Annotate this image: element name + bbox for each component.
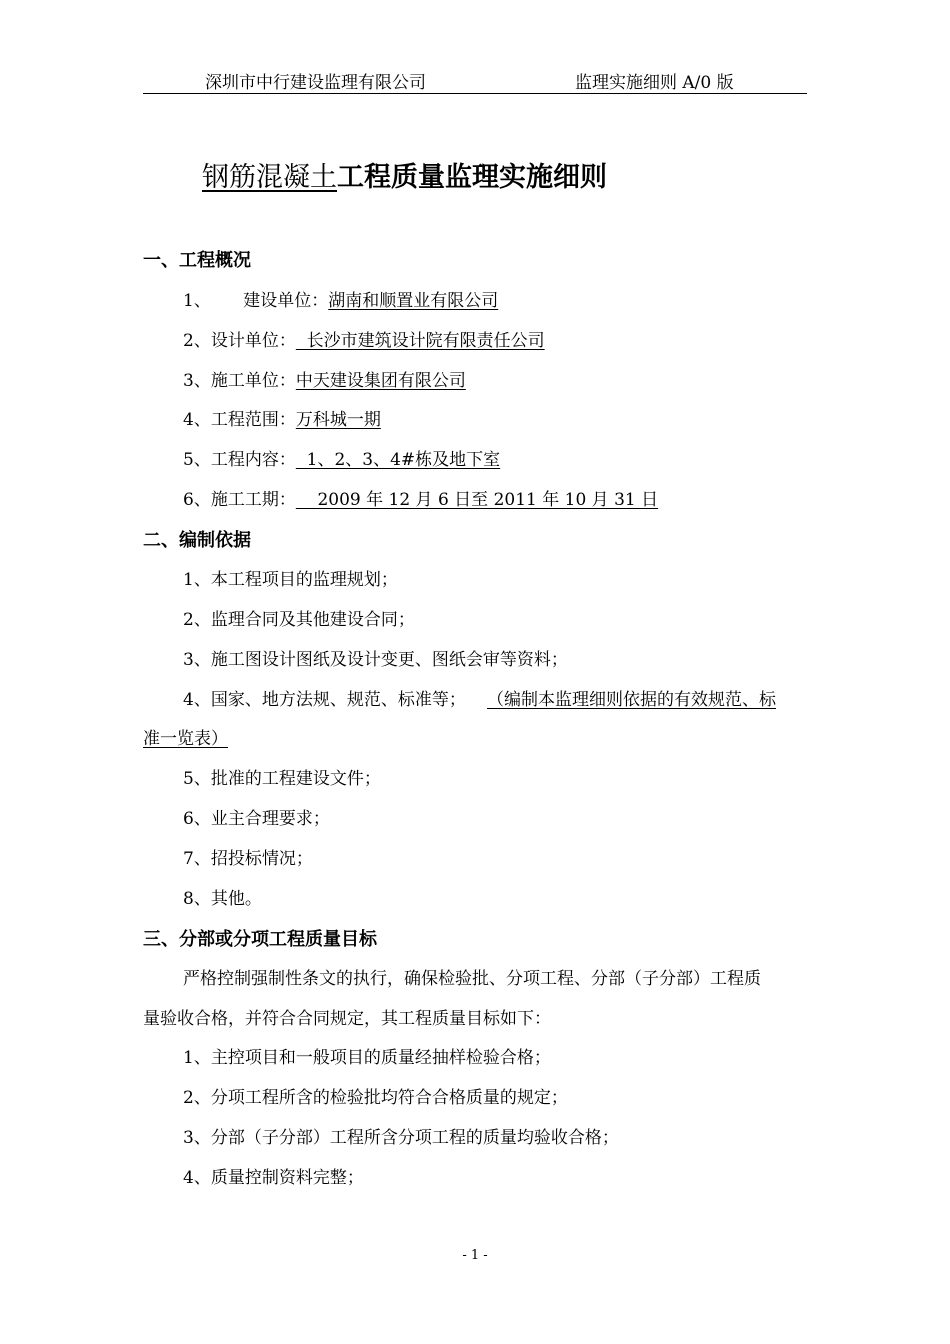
- project-item: [183, 485, 658, 510]
- basis-item: 3、施工图设计图纸及设计变更、图纸会审等资料；: [183, 650, 568, 670]
- project-item: [183, 445, 500, 470]
- section3-heading: 三、分部或分项工程质量目标: [143, 929, 377, 950]
- project-item-label: 4、工程范围：: [183, 410, 296, 430]
- header-divider: [143, 93, 807, 94]
- project-item-label: 1、 建设单位：: [183, 291, 329, 311]
- basis-item: 1、本工程项目的监理规划；: [183, 570, 398, 590]
- quality-goal-item: 4、质量控制资料完整；: [183, 1168, 364, 1188]
- basis-item: 7、招投标情况；: [183, 849, 313, 869]
- project-item-value: 中天建设集团有限公司: [295, 371, 466, 391]
- title-main: 工程质量监理实施细则: [337, 162, 607, 193]
- section2-heading: 二、编制依据: [143, 530, 251, 551]
- quality-goal-item: 3、分部（子分部）工程所含分项工程的质量均验收合格；: [183, 1128, 619, 1148]
- project-item-label: 2、设计单位：: [183, 331, 296, 351]
- project-item: [183, 286, 498, 311]
- project-item: [183, 326, 545, 351]
- quality-intro-continued: 量验收合格，并符合合同规定，其工程质量目标如下：: [143, 1009, 551, 1029]
- basis-item: 8、其他。: [183, 889, 262, 909]
- section1-heading: 一、工程概况: [143, 250, 251, 271]
- basis-item-note: （编制本监理细则依据的有效规范、标: [487, 690, 776, 710]
- project-item-value: 湖南和顺置业有限公司: [328, 291, 499, 311]
- basis-item: 5、批准的工程建设文件；: [183, 769, 381, 789]
- quality-goal-item: 1、主控项目和一般项目的质量经抽样检验合格；: [183, 1048, 551, 1068]
- quality-goal-item: 2、分项工程所含的检验批均符合合格质量的规定；: [183, 1088, 568, 1108]
- project-item: [183, 405, 381, 430]
- project-item-label: 3、施工单位：: [183, 371, 296, 391]
- project-item-label: 5、工程内容：: [183, 450, 296, 470]
- basis-item: 4、国家、地方法规、规范、标准等；: [183, 690, 466, 710]
- document-title: [202, 160, 607, 196]
- title-subject: 钢筋混凝土: [202, 162, 337, 193]
- project-item-value: 长沙市建筑设计院有限责任公司: [295, 331, 545, 351]
- project-item-value: 万科城一期: [295, 410, 381, 430]
- project-item: [183, 366, 466, 391]
- project-item-value: 2009 年 12 月 6 日至 2011 年 10 月 31 日: [295, 490, 659, 510]
- quality-intro: 严格控制强制性条文的执行，确保检验批、分项工程、分部（子分部）工程质: [183, 969, 761, 989]
- basis-item-note-continued: 准一览表）: [143, 729, 228, 749]
- header-company: 深圳市中行建设监理有限公司: [205, 73, 426, 93]
- page-number: - 1 -: [462, 1248, 488, 1263]
- project-item-label: 6、施工工期：: [183, 490, 296, 510]
- basis-item: 6、业主合理要求；: [183, 809, 330, 829]
- basis-item: 2、监理合同及其他建设合同；: [183, 610, 415, 630]
- project-item-value: 1、2、3、4#栋及地下室: [295, 450, 501, 470]
- header-doc-version: 监理实施细则 A/0 版: [575, 73, 734, 93]
